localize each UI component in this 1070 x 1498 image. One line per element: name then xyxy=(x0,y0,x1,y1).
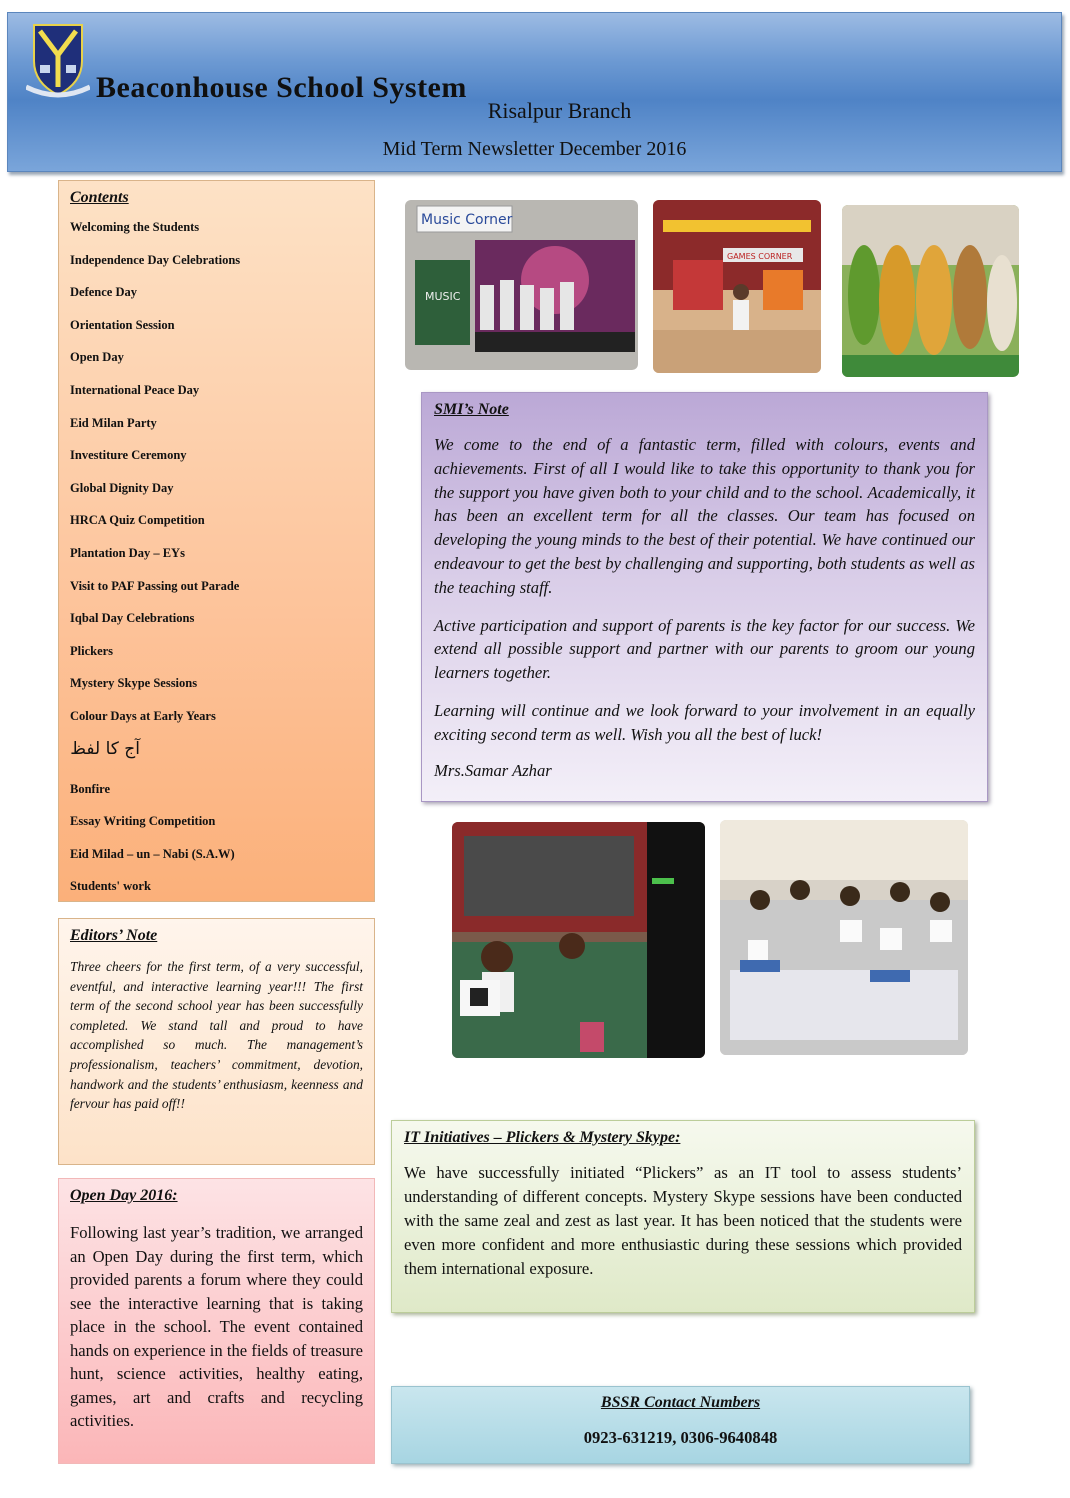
newsletter-header xyxy=(7,12,1062,172)
plickers-classroom-photo xyxy=(452,822,705,1058)
newsletter-title: Mid Term Newsletter December 2016 xyxy=(382,138,687,160)
plickers-students-photo xyxy=(720,820,968,1055)
smi-note-signature: Mrs.Samar Azhar xyxy=(434,760,552,780)
music-sign-label: Music Corner xyxy=(421,212,513,228)
contents-item: Iqbal Day Celebrations xyxy=(70,611,195,626)
it-initiatives-title: IT Initiatives – Plickers & Mystery Skype: xyxy=(404,1129,681,1146)
contents-item: Defence Day xyxy=(70,285,137,300)
contents-item: Visit to PAF Passing out Parade xyxy=(70,578,240,593)
open-day-title: Open Day 2016: xyxy=(70,1187,178,1204)
contents-item: Mystery Skype Sessions xyxy=(70,676,198,691)
smi-note-title: SMI’s Note xyxy=(434,401,509,418)
games-sign-label: GAMES CORNER xyxy=(727,252,793,261)
contents-item: Independence Day Celebrations xyxy=(70,252,241,267)
school-name: Beaconhouse School System xyxy=(96,71,467,104)
open-day-text: Following last year’s tradition, we arranged an Open Day during the first term, which provided parents a forum where they could see the interactive learning that is taking place in the school. The event contained hands on experience in the fields of treasure hunt, science activities, healthy eating, games, art and crafts and recycling activities. xyxy=(70,1223,363,1430)
contents-item: HRCA Quiz Competition xyxy=(70,513,205,528)
contact-numbers: 0923-631219, 0306-9640848 xyxy=(583,1428,778,1447)
contents-item: Orientation Session xyxy=(70,317,175,332)
it-initiatives-text: We have successfully initiated “Plickers” as an IT tool to assess students’ understanding of different concepts. Mystery Skype sessions have been conducted with the same zeal and zest as last year. It has been noticed that the students were even more confident and more enthusiastic during these sessions which provided them international exposure. xyxy=(404,1163,962,1278)
contents-box xyxy=(58,180,375,902)
costumes-photo xyxy=(842,205,1019,377)
contents-item: Plantation Day – EYs xyxy=(70,545,185,560)
contents-list xyxy=(70,221,363,902)
contents-item: Open Day xyxy=(70,350,124,365)
contents-item: Plickers xyxy=(70,643,114,658)
contact-box xyxy=(391,1386,970,1464)
it-initiatives-box xyxy=(391,1120,975,1313)
contents-item: Eid Milad – un – Nabi (S.A.W) xyxy=(70,846,235,861)
smi-note-box xyxy=(421,392,988,802)
editors-note-title: Editors’ Note xyxy=(70,927,158,944)
smi-note-paragraph-2: Active participation and support of parents is the key factor for our success. We extend all possible support and partner with our parents to groom our young learners together. xyxy=(434,615,975,683)
music-board-label: MUSIC xyxy=(425,290,461,303)
contents-item: Essay Writing Competition xyxy=(70,814,216,829)
contents-item: Eid Milan Party xyxy=(70,415,157,430)
contents-item: Global Dignity Day xyxy=(70,480,174,495)
contents-item: Students' work xyxy=(70,879,151,894)
contents-item: Investiture Ceremony xyxy=(70,448,187,463)
music-corner-photo xyxy=(405,200,638,370)
contact-title: BSSR Contact Numbers xyxy=(600,1394,761,1411)
smi-note-paragraph-3: Learning will continue and we look forward to your involvement in an equally exciting second term as well. Wish you all the best of luck! xyxy=(434,700,975,744)
contents-item: Colour Days at Early Years xyxy=(70,708,216,723)
contents-item: Bonfire xyxy=(70,781,111,796)
contents-item: International Peace Day xyxy=(70,382,200,397)
smi-note-paragraph-1: We come to the end of a fantastic term, filled with colours, events and achievements. First of all I would like to take this opportunity to thank you for the support you have given both to your child and to the school. Academically, it has been an excellent term for all the classes. Our team has focused on developing the young minds to the best of their potential. We have continued our endeavour to get the best by challenging and supporting, both students as well as the teaching staff. xyxy=(434,435,975,597)
open-day-box xyxy=(58,1178,375,1464)
contents-title: Contents xyxy=(70,189,129,206)
editors-note-box xyxy=(58,918,375,1165)
contents-item: Welcoming the Students xyxy=(70,220,200,234)
contents-item-urdu: آج کا لفظ xyxy=(70,738,140,759)
branch-name: Risalpur Branch xyxy=(487,98,632,123)
games-corner-photo xyxy=(653,200,821,373)
school-crest-icon xyxy=(26,21,90,101)
editors-note-text: Three cheers for the first term, of a very successful, eventful, and interactive learning year!!! The first term of the second school year has been successfully completed. We stand tall and proud to have accomplished so much. The management’s professionalism, teachers’ commitment, devotion, handwork and the students’ enthusiasm, keenness and fervour has paid off!! xyxy=(70,959,363,1112)
